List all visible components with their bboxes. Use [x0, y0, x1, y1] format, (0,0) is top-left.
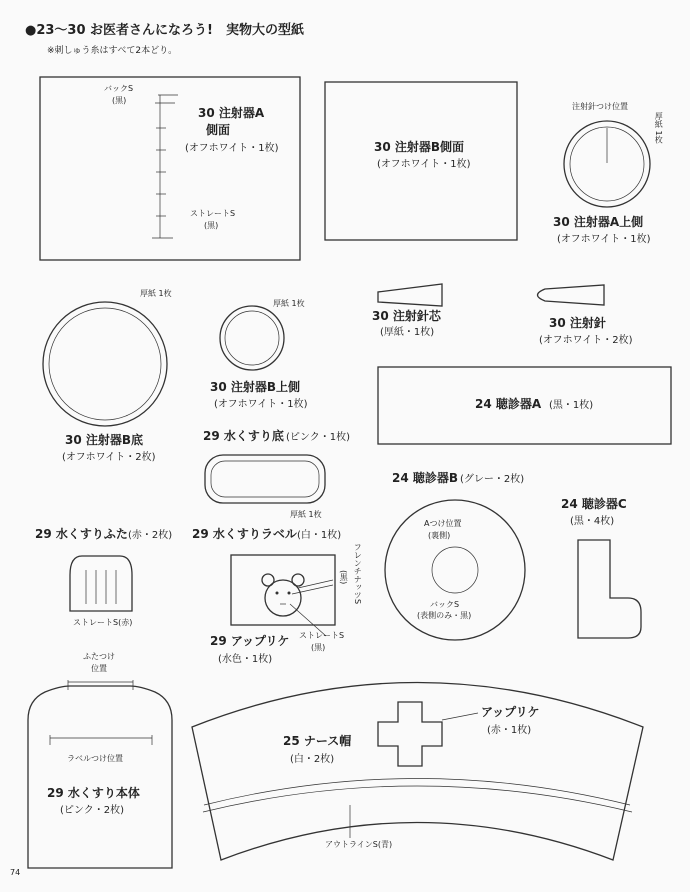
- medicine-label-spec: (白・1枚): [297, 530, 342, 541]
- medicine-lid-name: 29 水くすりふた: [35, 527, 128, 541]
- outline-stitch-label: アウトラインS(青): [325, 840, 393, 849]
- syringe-a-top-cardboard: 厚紙 1枚: [654, 112, 664, 144]
- applique-straight-stitch: ストレートS: [299, 631, 345, 640]
- lid-position-label2: 位置: [91, 664, 107, 673]
- syringe-b-bottom-cardboard: 厚紙 1枚: [140, 289, 172, 298]
- back-stitch-note-b: (表側のみ・黒): [417, 611, 472, 620]
- stethoscope-c-name: 24 聴診器C: [561, 497, 627, 511]
- syringe-b-top-name: 30 注射器B上側: [210, 380, 301, 394]
- stethoscope-b-spec: (グレー・2枚): [460, 474, 525, 485]
- syringe-b-top-cardboard: 厚紙 1枚: [273, 299, 305, 308]
- medicine-label-outline: [231, 555, 335, 625]
- medicine-bottom-name: 29 水くすり底: [203, 429, 284, 443]
- syringe-b-side-spec: (オフホワイト・1枚): [377, 159, 471, 170]
- syringe-a-side-name2: 側面: [206, 123, 231, 137]
- back-stitch-color: (黒): [112, 96, 127, 105]
- syringe-a-top-name: 30 注射器A上側: [553, 215, 644, 229]
- stethoscope-c-spec: (黒・4枚): [570, 516, 615, 527]
- syringe-a-side-name: 30 注射器A: [198, 106, 265, 120]
- stethoscope-b-name: 24 聴診器B: [392, 471, 459, 485]
- french-knots-color: (黒): [339, 570, 349, 585]
- nurse-cap-name: 25 ナース帽: [283, 734, 352, 748]
- stethoscope-a-spec: (黒・1枚): [549, 400, 594, 411]
- attach-position-label: Aつけ位置: [424, 519, 462, 528]
- needle-spec: (オフホワイト・2枚): [539, 335, 633, 346]
- syringe-a-side-outline: [40, 77, 300, 260]
- page-number: 74: [10, 868, 21, 877]
- lid-straight-stitch: ストレートS(赤): [73, 618, 133, 627]
- nurse-applique-outline: [378, 702, 442, 766]
- medicine-body-spec: (ピンク・2枚): [60, 805, 124, 816]
- straight-stitch-label: ストレートS: [190, 209, 236, 218]
- medicine-bottom-outline: [205, 455, 325, 503]
- syringe-b-side-name: 30 注射器B側面: [374, 140, 465, 154]
- attach-side-label: (裏側): [428, 531, 451, 540]
- applique-spec: (水色・1枚): [218, 654, 273, 665]
- syringe-b-bottom-outline: [43, 302, 167, 426]
- needle-outline: [538, 285, 605, 305]
- medicine-lid-spec: (赤・2枚): [128, 530, 173, 541]
- needle-core-spec: (厚紙・1枚): [380, 327, 435, 338]
- syringe-a-top-spec: (オフホワイト・1枚): [557, 234, 651, 245]
- needle-name: 30 注射針: [549, 316, 606, 330]
- medicine-bottom-spec: (ピンク・1枚): [286, 432, 350, 443]
- stethoscope-c-outline: [578, 540, 641, 638]
- medicine-bottom-cardboard: 厚紙 1枚: [290, 510, 322, 519]
- medicine-body-outline: [28, 686, 172, 868]
- syringe-a-side-spec: (オフホワイト・1枚): [185, 143, 279, 154]
- stethoscope-a-name: 24 聴診器A: [475, 397, 542, 411]
- nurse-applique-name: アップリケ: [481, 705, 540, 719]
- medicine-lid-outline: [70, 556, 132, 611]
- straight-stitch-color: (黒): [204, 221, 219, 230]
- page-title: ●23〜30 お医者さんになろう! 実物大の型紙: [25, 23, 304, 38]
- lid-position-label: ふたつけ: [83, 652, 115, 661]
- syringe-b-bottom-name: 30 注射器B底: [65, 433, 144, 447]
- medicine-label-name: 29 水くすりラベル: [192, 527, 297, 541]
- nurse-cap-spec: (白・2枚): [290, 754, 335, 765]
- medicine-body-name: 29 水くすり本体: [47, 786, 140, 800]
- french-knots-label: フレンチナッツS: [353, 543, 363, 605]
- needle-core-outline: [378, 284, 442, 306]
- nurse-cap-outline: [192, 683, 643, 861]
- back-stitch-label: バックS: [104, 84, 134, 93]
- embroidery-note: ※刺しゅう糸はすべて2本どり。: [47, 46, 178, 56]
- label-position-label: ラベルつけ位置: [67, 754, 123, 763]
- applique-name: 29 アップリケ: [210, 634, 290, 648]
- needle-core-name: 30 注射針芯: [372, 309, 441, 323]
- syringe-b-top-outline: [220, 306, 284, 370]
- back-stitch-label-b: バックS: [430, 600, 460, 609]
- syringe-b-bottom-spec: (オフホワイト・2枚): [62, 452, 156, 463]
- needle-position-label: 注射針つけ位置: [572, 102, 628, 111]
- syringe-b-top-spec: (オフホワイト・1枚): [214, 399, 308, 410]
- applique-straight-color: (黒): [311, 643, 326, 652]
- nurse-applique-spec: (赤・1枚): [487, 725, 532, 736]
